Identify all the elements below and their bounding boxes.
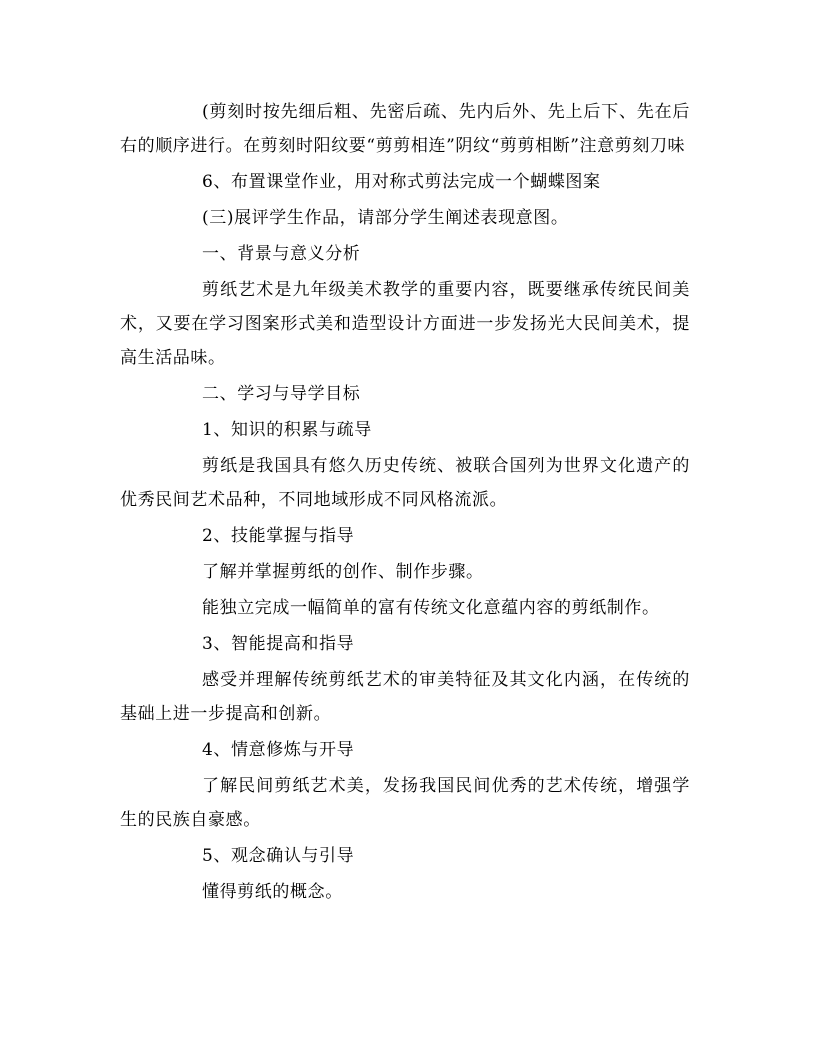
subheading-concept: 5、观念确认与引导 [202, 846, 355, 866]
paragraph-intelligence: 感受并理解传统剪纸艺术的审美特征及其文化内涵，在传统的基础上进一步提高和创新。 [120, 670, 690, 724]
heading-background: 一、背景与意义分析 [202, 244, 361, 264]
paragraph-skills-2: 能独立完成一幅简单的富有传统文化意蕴内容的剪纸制作。 [202, 598, 660, 618]
paragraph-background: 剪纸艺术是九年级美术教学的重要内容，既要继承传统民间美术，又要在学习图案形式美和造型设计方面进一步发扬光大民间美术，提高生活品味。 [120, 280, 690, 368]
paragraph-emotion: 了解民间剪纸艺术美，发扬我国民间优秀的艺术传统，增强学生的民族自豪感。 [120, 776, 690, 830]
heading-goals: 二、学习与导学目标 [202, 384, 361, 404]
subheading-intelligence: 3、智能提高和指导 [202, 634, 355, 654]
subheading-skills: 2、技能掌握与指导 [202, 526, 355, 546]
paragraph-knowledge: 剪纸是我国具有悠久历史传统、被联合国列为世界文化遗产的优秀民间艺术品种，不同地域形成不同风格流派。 [120, 456, 690, 510]
subheading-emotion: 4、情意修炼与开导 [202, 740, 355, 760]
paragraph-skills-1: 了解并掌握剪纸的创作、制作步骤。 [202, 562, 484, 582]
paragraph-review: (三)展评学生作品，请部分学生阐述表现意图。 [202, 208, 569, 228]
paragraph-homework: 6、布置课堂作业，用对称式剪法完成一个蝴蝶图案 [202, 172, 601, 192]
paragraph-cutting-order: (剪刻时按先细后粗、先密后疏、先内后外、先上后下、先在后右的顺序进行。在剪刻时阳纹要“剪剪相连”阴纹“剪剪相断”注意剪刻刀味 [120, 102, 690, 156]
document-page [120, 95, 690, 909]
subheading-knowledge: 1、知识的积累与疏导 [202, 420, 372, 440]
paragraph-concept: 懂得剪纸的概念。 [202, 882, 343, 902]
